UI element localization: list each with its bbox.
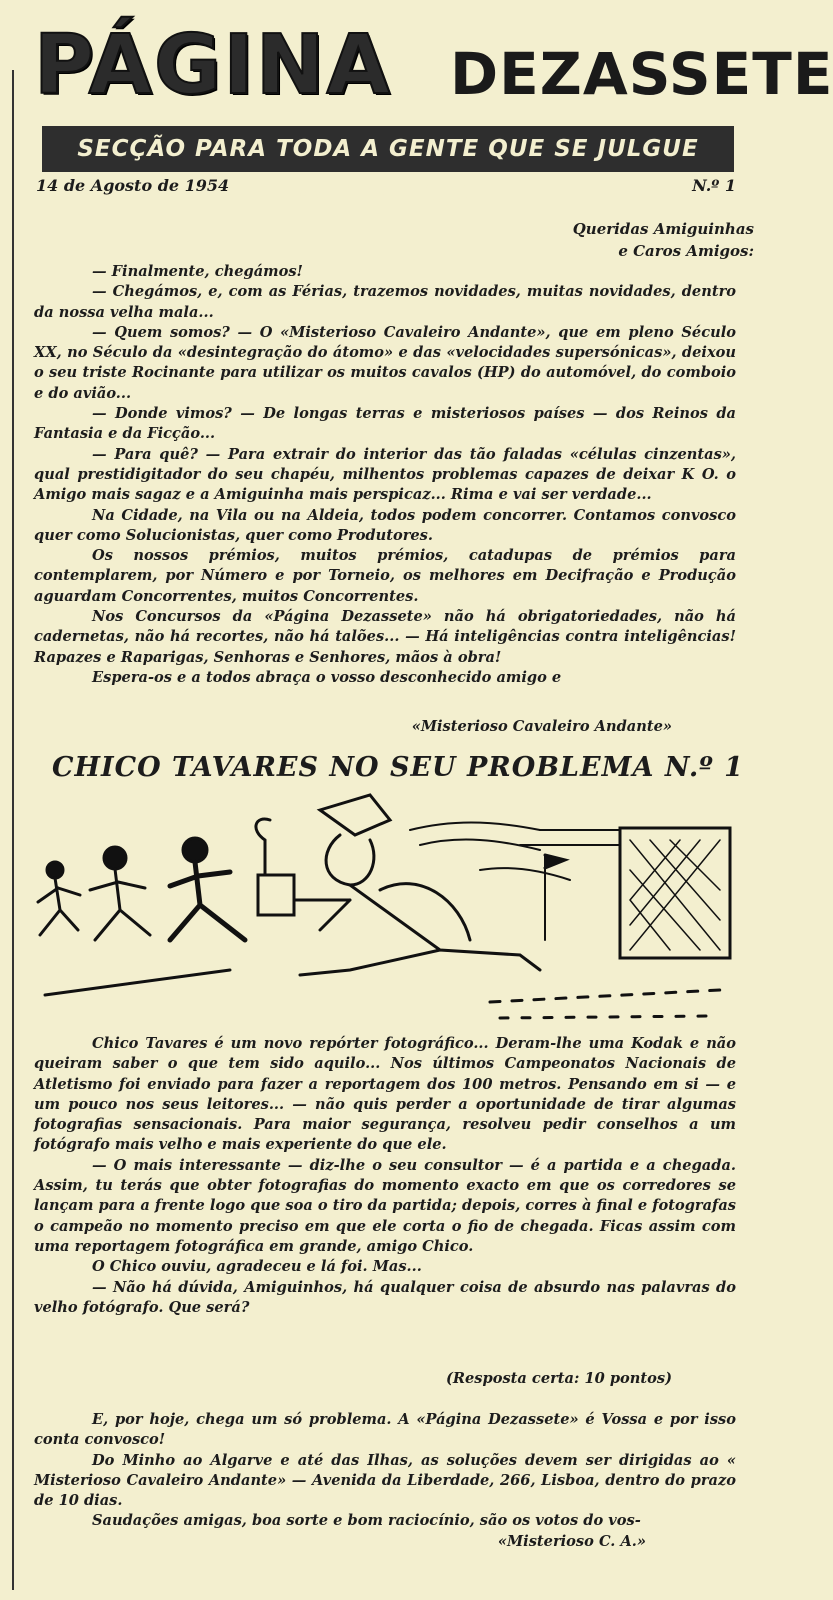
photographer-figure — [256, 795, 540, 975]
intro-paragraph: — Donde vimos? — De longas terras e misteriosos países — dos Reinos da Fantasia e da Ficção... — [34, 405, 736, 443]
subtitle-banner: SECÇÃO PARA TODA A GENTE QUE SE JULGUE INTELIGENTE — [42, 126, 734, 172]
problem-paragraph: Chico Tavares é um novo repórter fotográfico... Deram-lhe uma Kodak e não queiram saber o que tem sido aquilo... Nos últimos Campeonatos Nacionais de Atletismo foi enviado para fazer a reportagem dos 100 metros. Pensando em si — e um pouco nos seus leitores... — não quis perder a oportunidade de tirar algumas fotografias sensacionais. Para maior segurança, resolveu pedir conselhos a um fotógrafo mais velho e mais experiente do que ele. — [34, 1035, 736, 1154]
intro-paragraph: — Quem somos? — O «Misterioso Cavaleiro Andante», que em pleno Século XX, no Século da «desintegração do átomo» e das «velocidades supersónicas», deixou o seu triste Rocinante para utilizar os muitos cavalos (HP) do automóvel, do comboio e do avião... — [34, 323, 736, 402]
problem-title: CHICO TAVARES NO SEU PROBLEMA N.º 1 — [52, 752, 744, 783]
intro-paragraph: Os nossos prémios, muitos prémios, catadupas de prémios para contemplarem, por Número e por Torneio, os melhores em Decifração e Produção aguardam Concorrentes, muitos Concorrentes. — [34, 547, 736, 605]
runner-figures — [38, 838, 245, 940]
ground-line — [45, 970, 230, 995]
closing-paragraph: Saudações amigas, boa sorte e bom raciocínio, são os votos do vos- — [92, 1512, 641, 1530]
problem-paragraph: — O mais interessante — diz-lhe o seu consultor — é a partida e a chegada. Assim, tu terás que obter fotografias do momento exacto em que os corredores se lançam para a frente logo que soa o tiro da partida; depois, corres à final e fotografas o campeão no momento preciso em que ele corta o fio de chegada. Ficas assim com uma reportagem fotográfica em grande, amigo Chico. — [34, 1156, 736, 1255]
closing-text — [34, 1410, 736, 1552]
issue-number: N.º 1 — [692, 176, 736, 195]
dashed-track — [490, 990, 720, 1002]
cartoon-illustration — [20, 790, 750, 1030]
intro-paragraph: Espera-os e a todos abraça o vosso desconhecido amigo e — [92, 668, 562, 686]
salutation-line-1: Queridas Amiguinhas — [572, 220, 754, 238]
problem-text — [34, 1034, 736, 1318]
title-secondary: DEZASSETE — [450, 40, 833, 108]
closing-signature: «Misterioso C. A.» — [497, 1532, 646, 1550]
closing-paragraph: Do Minho ao Algarve e até das Ilhas, as soluções devem ser dirigidas ao « Misterioso Cavaleiro Andante» — Avenida da Liberdade, 266, Lisboa, dentro do prazo de 10 dias. — [34, 1451, 736, 1510]
problem-paragraph: O Chico ouviu, agradeceu e lá foi. Mas... — [92, 1258, 422, 1276]
salutation-line-2: e Caros Amigos: — [618, 242, 754, 260]
intro-paragraph: Na Cidade, na Vila ou na Aldeia, todos podem concorrer. Contamos convosco quer como Solucionistas, quer como Produtores. — [34, 506, 736, 544]
intro-paragraph: — Finalmente, chegámos! — [92, 263, 303, 280]
issue-date: 14 de Agosto de 1954 — [36, 176, 230, 195]
intro-paragraph: Nos Concursos da «Página Dezassete» não há obrigatoriedades, não há cadernetas, não há recortes, não há talões... — Há inteligências contra inteligências! Rapazes e Raparigas, Senhoras e Senhores, mãos à obra! — [34, 608, 736, 666]
intro-signature: «Misterioso Cavaleiro Andante» — [411, 718, 672, 735]
margin-rule — [12, 70, 14, 1590]
salutation — [573, 218, 754, 262]
title-main: PÁGINA — [34, 18, 392, 113]
answer-points: (Resposta certa: 10 pontos) — [445, 1370, 672, 1387]
intro-text — [34, 262, 736, 688]
intro-paragraph: — Chegámos, e, com as Férias, trazemos novidades, muitas novidades, dentro da nossa velha mala... — [34, 283, 736, 321]
intro-paragraph: — Para quê? — Para extrair do interior das tão faladas «células cinzentas», qual prestidigitador do seu chapéu, milhentos problemas capazes de deixar K O. o Amigo mais sagaz e a Amiguinha mais perspicaz... Rima e vai ser verdade... — [34, 445, 736, 504]
finish-line-scene — [520, 828, 730, 958]
dateline — [36, 176, 736, 200]
problem-paragraph: — Não há dúvida, Amiguinhos, há qualquer coisa de absurdo nas palavras do velho fotógrafo. Que será? — [34, 1278, 736, 1316]
closing-paragraph: E, por hoje, chega um só problema. A «Página Dezassete» é Vossa e por isso conta convosco! — [34, 1411, 736, 1449]
